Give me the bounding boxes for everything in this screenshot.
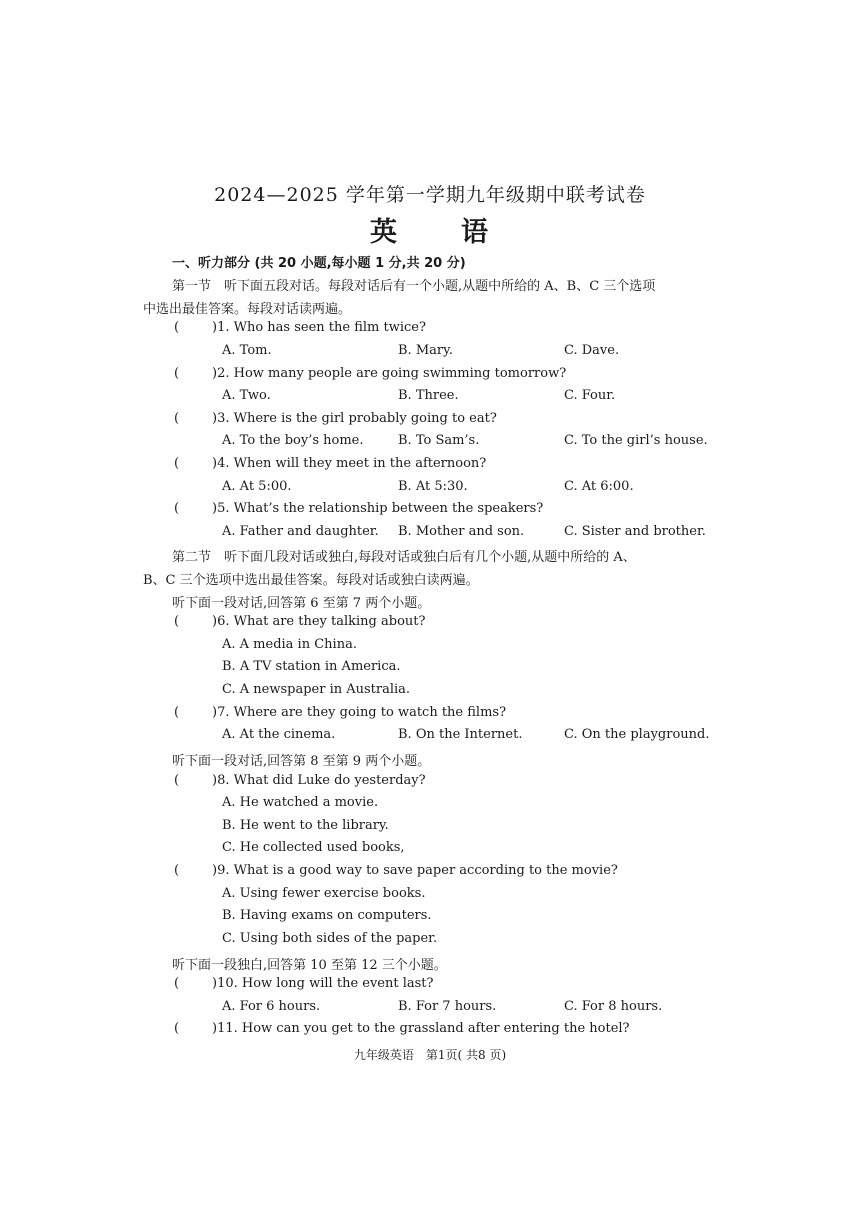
q10-option-a: A. For 6 hours.: [222, 999, 321, 1014]
q6-option-c: C. A newspaper in Australia.: [222, 682, 411, 697]
q8-option-a: A. He watched a movie.: [222, 795, 379, 810]
answer-blank[interactable]: (: [174, 411, 180, 426]
q4-option-c: C. At 6:00.: [564, 479, 634, 494]
question-10: )10. How long will the event last?: [212, 976, 434, 991]
q6-option-a: A. A media in China.: [222, 637, 357, 652]
question-1: )1. Who has seen the film twice?: [212, 320, 426, 335]
q4-option-a: A. At 5:00.: [222, 479, 292, 494]
q7-option-b: B. On the Internet.: [398, 727, 523, 742]
answer-blank[interactable]: (: [174, 456, 180, 471]
section1-instruction-line1: 第一节 听下面五段对话。每段对话后有一个小题,从题中所给的 A、B、C 三个选项: [172, 279, 656, 294]
q1-option-a: A. Tom.: [222, 343, 272, 358]
answer-blank[interactable]: (: [174, 320, 180, 335]
answer-blank[interactable]: (: [174, 614, 180, 629]
question-6: )6. What are they talking about?: [212, 614, 426, 629]
section1-instruction-line2: 中选出最佳答案。每段对话读两遍。: [143, 302, 352, 317]
q7-option-c: C. On the playground.: [564, 727, 710, 742]
q4-option-b: B. At 5:30.: [398, 479, 468, 494]
dialogue-instruction-6-7: 听下面一段对话,回答第 6 至第 7 两个小题。: [172, 596, 431, 611]
answer-blank[interactable]: (: [174, 366, 180, 381]
q5-option-a: A. Father and daughter.: [222, 524, 379, 539]
q3-option-b: B. To Sam’s.: [398, 433, 480, 448]
question-8: )8. What did Luke do yesterday?: [212, 773, 426, 788]
answer-blank[interactable]: (: [174, 501, 180, 516]
dialogue-instruction-8-9: 听下面一段对话,回答第 8 至第 9 两个小题。: [172, 754, 431, 769]
q8-option-c: C. He collected used books,: [222, 840, 405, 855]
exam-title: 2024—2025 学年第一学期九年级期中联考试卷: [214, 184, 646, 206]
answer-blank[interactable]: (: [174, 705, 180, 720]
q5-option-c: C. Sister and brother.: [564, 524, 706, 539]
question-2: )2. How many people are going swimming tomorrow?: [212, 366, 567, 381]
question-11: )11. How can you get to the grassland after entering the hotel?: [212, 1021, 630, 1036]
q2-option-a: A. Two.: [222, 388, 271, 403]
q9-option-c: C. Using both sides of the paper.: [222, 931, 438, 946]
q3-option-c: C. To the girl’s house.: [564, 433, 708, 448]
q8-option-b: B. He went to the library.: [222, 818, 389, 833]
monologue-instruction-10-12: 听下面一段独白,回答第 10 至第 12 三个小题。: [172, 958, 447, 973]
q10-option-c: C. For 8 hours.: [564, 999, 663, 1014]
q2-option-b: B. Three.: [398, 388, 459, 403]
answer-blank[interactable]: (: [174, 1021, 180, 1036]
q1-option-c: C. Dave.: [564, 343, 620, 358]
q7-option-a: A. At the cinema.: [222, 727, 336, 742]
answer-blank[interactable]: (: [174, 863, 180, 878]
answer-blank[interactable]: (: [174, 976, 180, 991]
question-7: )7. Where are they going to watch the films?: [212, 705, 507, 720]
q3-option-a: A. To the boy’s home.: [222, 433, 364, 448]
part1-heading: 一、听力部分 (共 20 小题,每小题 1 分,共 20 分): [172, 256, 466, 271]
q2-option-c: C. Four.: [564, 388, 616, 403]
question-5: )5. What’s the relationship between the speakers?: [212, 501, 544, 516]
q10-option-b: B. For 7 hours.: [398, 999, 497, 1014]
subject-char-2: 语: [461, 217, 490, 248]
q6-option-b: B. A TV station in America.: [222, 659, 401, 674]
q9-option-a: A. Using fewer exercise books.: [222, 886, 426, 901]
subject-char-1: 英: [370, 217, 399, 248]
question-3: )3. Where is the girl probably going to eat?: [212, 411, 497, 426]
answer-blank[interactable]: (: [174, 773, 180, 788]
question-9: )9. What is a good way to save paper according to the movie?: [212, 863, 618, 878]
q5-option-b: B. Mother and son.: [398, 524, 525, 539]
subject-title: [0, 210, 860, 249]
section2-instruction-line1: 第二节 听下面几段对话或独白,每段对话或独白后有几个小题,从题中所给的 A、: [172, 550, 636, 565]
section2-instruction-line2: B、C 三个选项中选出最佳答案。每段对话或独白读两遍。: [143, 573, 479, 588]
q1-option-b: B. Mary.: [398, 343, 453, 358]
q9-option-b: B. Having exams on computers.: [222, 908, 432, 923]
question-4: )4. When will they meet in the afternoon?: [212, 456, 487, 471]
page-footer: 九年级英语 第1页( 共8 页): [353, 1048, 507, 1062]
